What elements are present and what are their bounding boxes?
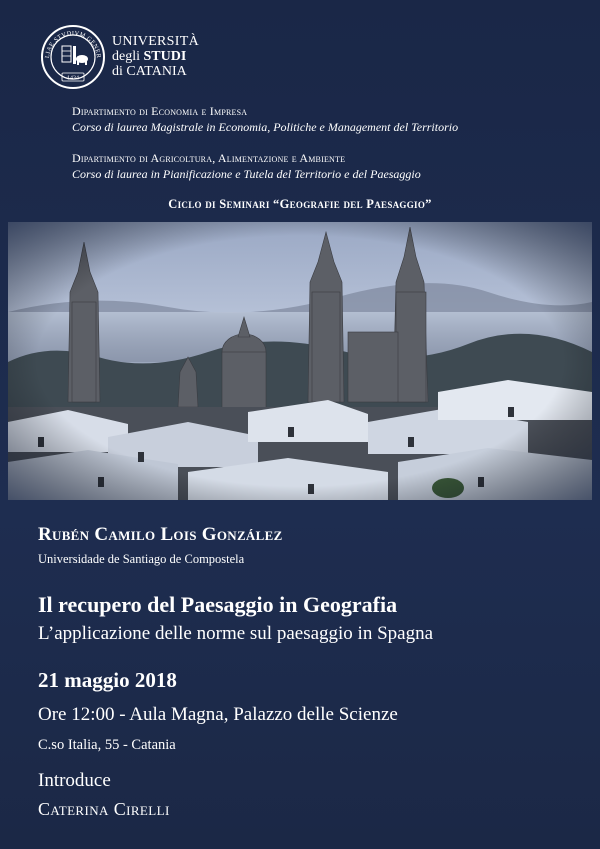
talk-subtitle: L’applicazione delle norme sul paesaggio in Spagna [38,623,434,644]
introduction-name: Caterina Cirelli [38,799,170,819]
seminar-cycle-title: Ciclo di Seminari “Geografie del Paesaggio” [168,197,432,211]
speaker-affiliation: Universidade de Santiago de Compostela [38,552,245,566]
department-course: Corso di laurea in Pianificazione e Tutela del Territorio e del Paesaggio [72,167,421,181]
introduction-label: Introduce [38,770,111,791]
university-line2-prefix: degli [112,49,144,64]
department-agricoltura [72,150,421,182]
department-name: Dipartimento di Economia e Impresa [72,104,248,118]
seal-year: 1434 [67,75,79,82]
department-course: Corso di laurea Magistrale in Economia, Politiche e Management del Territorio [72,120,459,134]
university-line2-bold: STUDI [143,49,187,64]
department-economia [72,103,458,135]
event-date: 21 maggio 2018 [38,668,177,692]
talk-title: Il recupero del Paesaggio in Geografia [38,592,398,617]
seal-motto: LIAE STVDIVM GENER [43,29,103,59]
department-name: Dipartimento di Agricoltura, Alimentazione e Ambiente [72,151,346,165]
university-line2 [112,49,199,64]
event-address: C.so Italia, 55 - Catania [38,737,176,753]
university-line1: UNIVERSITÀ [112,34,199,49]
university-line3: di CATANIA [112,64,187,79]
university-seal-logo [40,24,106,90]
university-name [112,34,199,79]
event-time-place: Ore 12:00 - Aula Magna, Palazzo delle Scienze [38,704,398,725]
speaker-name: Rubén Camilo Lois González [38,524,283,545]
santiago-cathedral-photo [8,222,592,500]
